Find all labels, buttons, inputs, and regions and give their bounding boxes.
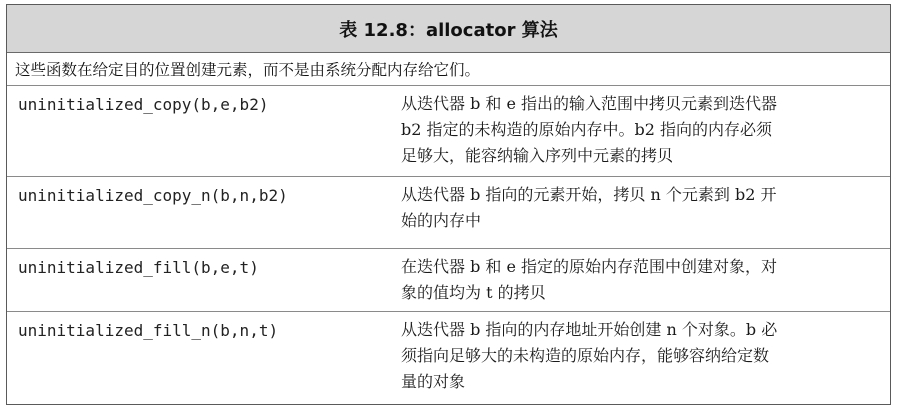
function-description bbox=[401, 182, 887, 234]
function-description bbox=[401, 91, 887, 169]
table-row bbox=[7, 177, 890, 249]
description-line: 足够大，能容纳输入序列中元素的拷贝 bbox=[401, 146, 674, 165]
table-row bbox=[7, 249, 890, 312]
description-line: 象的值均为 t 的拷贝 bbox=[401, 283, 546, 302]
description-line: 量的对象 bbox=[401, 372, 466, 391]
function-signature: uninitialized_copy(b,e,b2) bbox=[18, 95, 269, 114]
table-row bbox=[7, 312, 890, 407]
table-row bbox=[7, 86, 890, 177]
function-signature: uninitialized_fill(b,e,t) bbox=[18, 258, 259, 277]
description-line: 从迭代器 b 指向的元素开始，拷贝 n 个元素到 b2 开 bbox=[401, 185, 777, 204]
description-line: 从迭代器 b 指向的内存地址开始创建 n 个对象。b 必 bbox=[401, 320, 778, 339]
function-signature: uninitialized_copy_n(b,n,b2) bbox=[18, 186, 288, 205]
description-line: 须指向足够大的未构造的原始内存，能够容纳给定数 bbox=[401, 346, 770, 365]
function-description bbox=[401, 317, 887, 395]
description-line: 始的内存中 bbox=[401, 211, 482, 230]
function-signature: uninitialized_fill_n(b,n,t) bbox=[18, 321, 279, 340]
allocator-algorithms-table bbox=[6, 4, 891, 405]
description-line: 从迭代器 b 和 e 指出的输入范围中拷贝元素到迭代器 bbox=[401, 94, 778, 113]
function-description bbox=[401, 254, 887, 306]
description-line: b2 指定的未构造的原始内存中。b2 指向的内存必须 bbox=[401, 120, 773, 139]
description-line: 在迭代器 b 和 e 指定的原始内存范围中创建对象，对 bbox=[401, 257, 778, 276]
table-title: 表 12.8：allocator 算法 bbox=[7, 5, 890, 53]
table-intro: 这些函数在给定目的位置创建元素，而不是由系统分配内存给它们。 bbox=[7, 53, 890, 86]
